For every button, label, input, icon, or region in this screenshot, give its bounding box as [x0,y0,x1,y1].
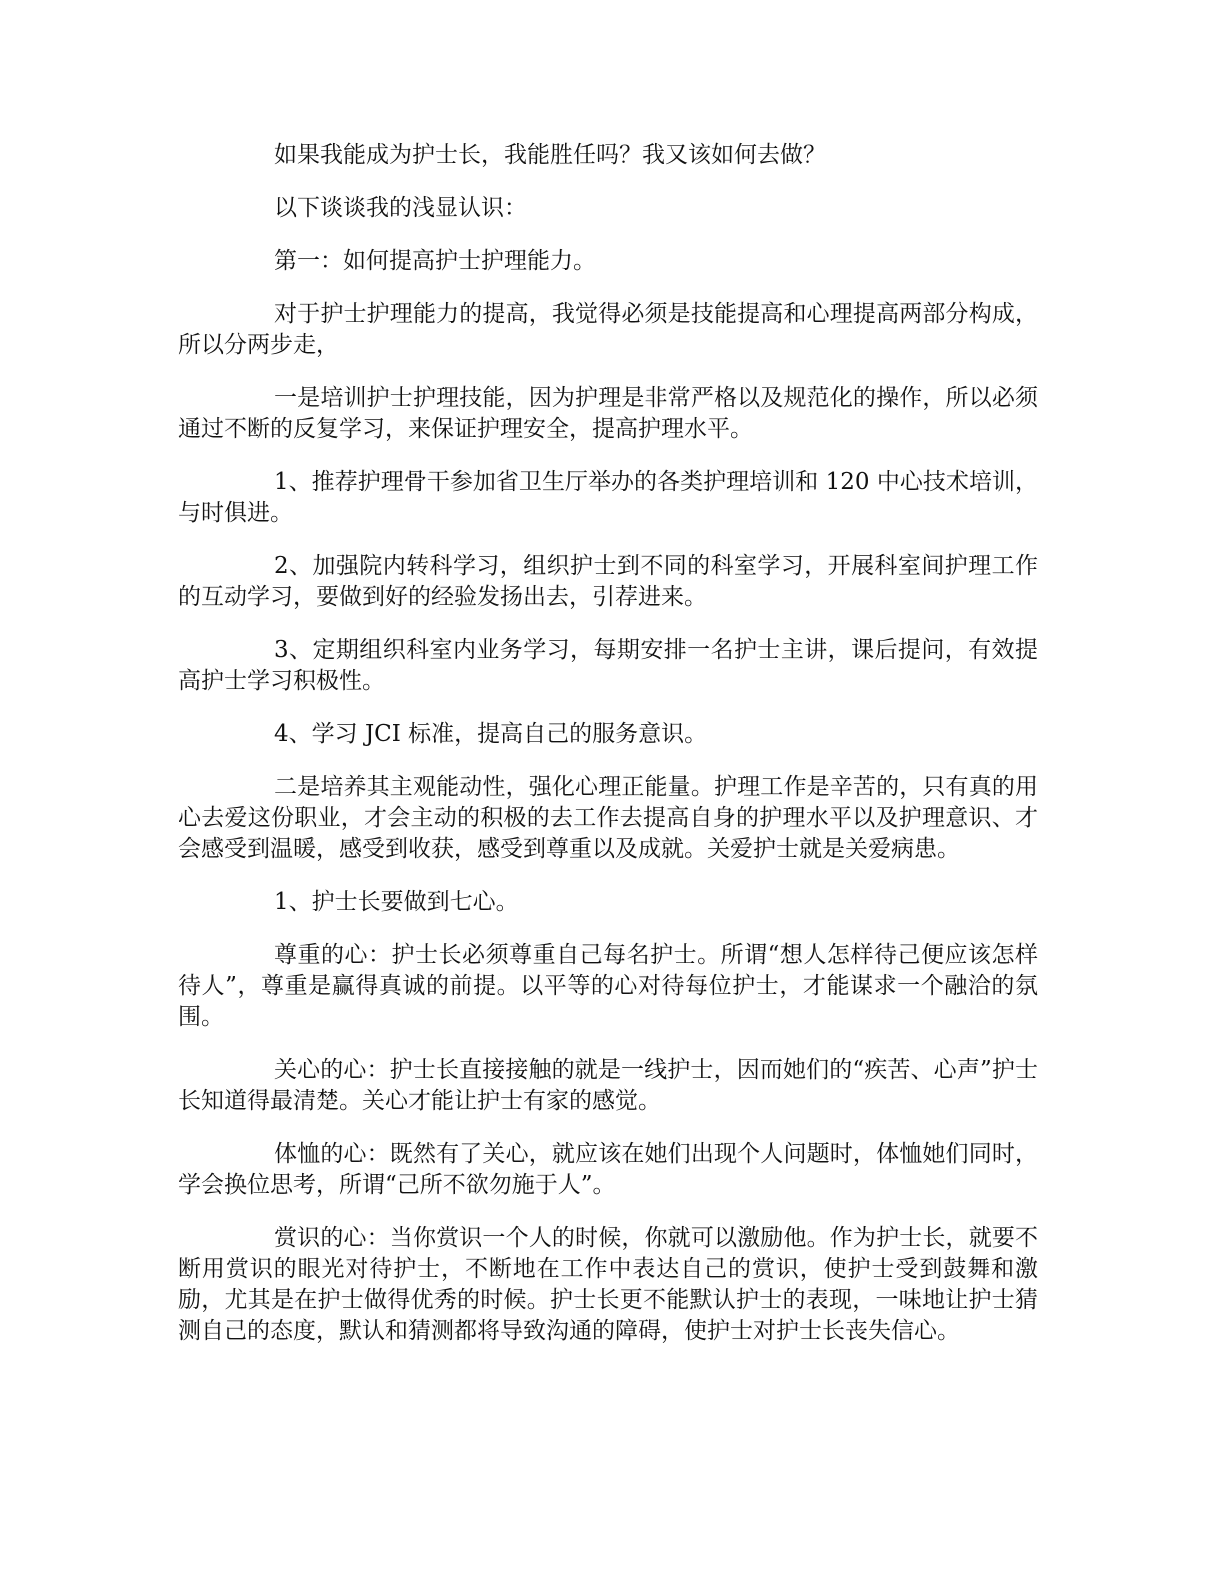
list-item-seven-hearts: 1、护士长要做到七心。 [274,889,519,915]
list-item-skill-1: 1、推荐护理骨干参加省卫生厅举办的各类护理培训和 120 中心技术培训，与时俱进。 [178,469,1038,526]
paragraph-skill-training: 一是培训护士护理技能，因为护理是非常严格以及规范化的操作，所以必须通过不断的反复学习，来保证护理安全，提高护理水平。 [178,385,1038,442]
paragraph-empathy-heart: 体恤的心：既然有了关心，就应该在她们出现个人问题时，体恤她们同时，学会换位思考，所谓“己所不欲勿施于人”。 [178,1141,1038,1198]
list-item-skill-4: 4、学习 JCI 标准，提高自己的服务意识。 [274,721,708,747]
paragraph-question: 如果我能成为护士长，我能胜任吗？我又该如何去做？ [274,142,826,168]
paragraph-caring-heart: 关心的心：护士长直接接触的就是一线护士，因而她们的“疾苦、心声”护士长知道得最清楚。关心才能让护士有家的感觉。 [178,1057,1038,1114]
list-item-skill-3: 3、定期组织科室内业务学习，每期安排一名护士主讲，课后提问，有效提高护士学习积极性。 [178,637,1038,694]
list-item-skill-2: 2、加强院内转科学习，组织护士到不同的科室学习，开展科室间护理工作的互动学习，要做到好的经验发扬出去，引荐进来。 [178,553,1038,610]
paragraph-initiative: 二是培养其主观能动性，强化心理正能量。护理工作是辛苦的，只有真的用心去爱这份职业，才会主动的积极的去工作去提高自身的护理水平以及护理意识、才会感受到温暖，感受到收获，感受到尊重以及成就。关爱护士就是关爱病患。 [178,774,1038,862]
document-body [178,140,1038,1369]
paragraph-section-one-heading: 第一：如何提高护士护理能力。 [274,248,596,274]
paragraph-respect-heart: 尊重的心：护士长必须尊重自己每名护士。所谓“想人怎样待己便应该怎样待人”，尊重是赢得真诚的前提。以平等的心对待每位护士，才能谋求一个融洽的氛围。 [178,942,1038,1030]
paragraph-ability-overview: 对于护士护理能力的提高，我觉得必须是技能提高和心理提高两部分构成，所以分两步走， [178,301,1038,358]
paragraph-appreciation-heart: 赏识的心：当你赏识一个人的时候，你就可以激励他。作为护士长，就要不断用赏识的眼光对待护士，不断地在工作中表达自己的赏识，使护士受到鼓舞和激励，尤其是在护士做得优秀的时候。护士长更不能默认护士的表现，一味地让护士猜测自己的态度，默认和猜测都将导致沟通的障碍，使护士对护士长丧失信心。 [178,1225,1038,1344]
paragraph-intro: 以下谈谈我的浅显认识： [274,195,527,221]
